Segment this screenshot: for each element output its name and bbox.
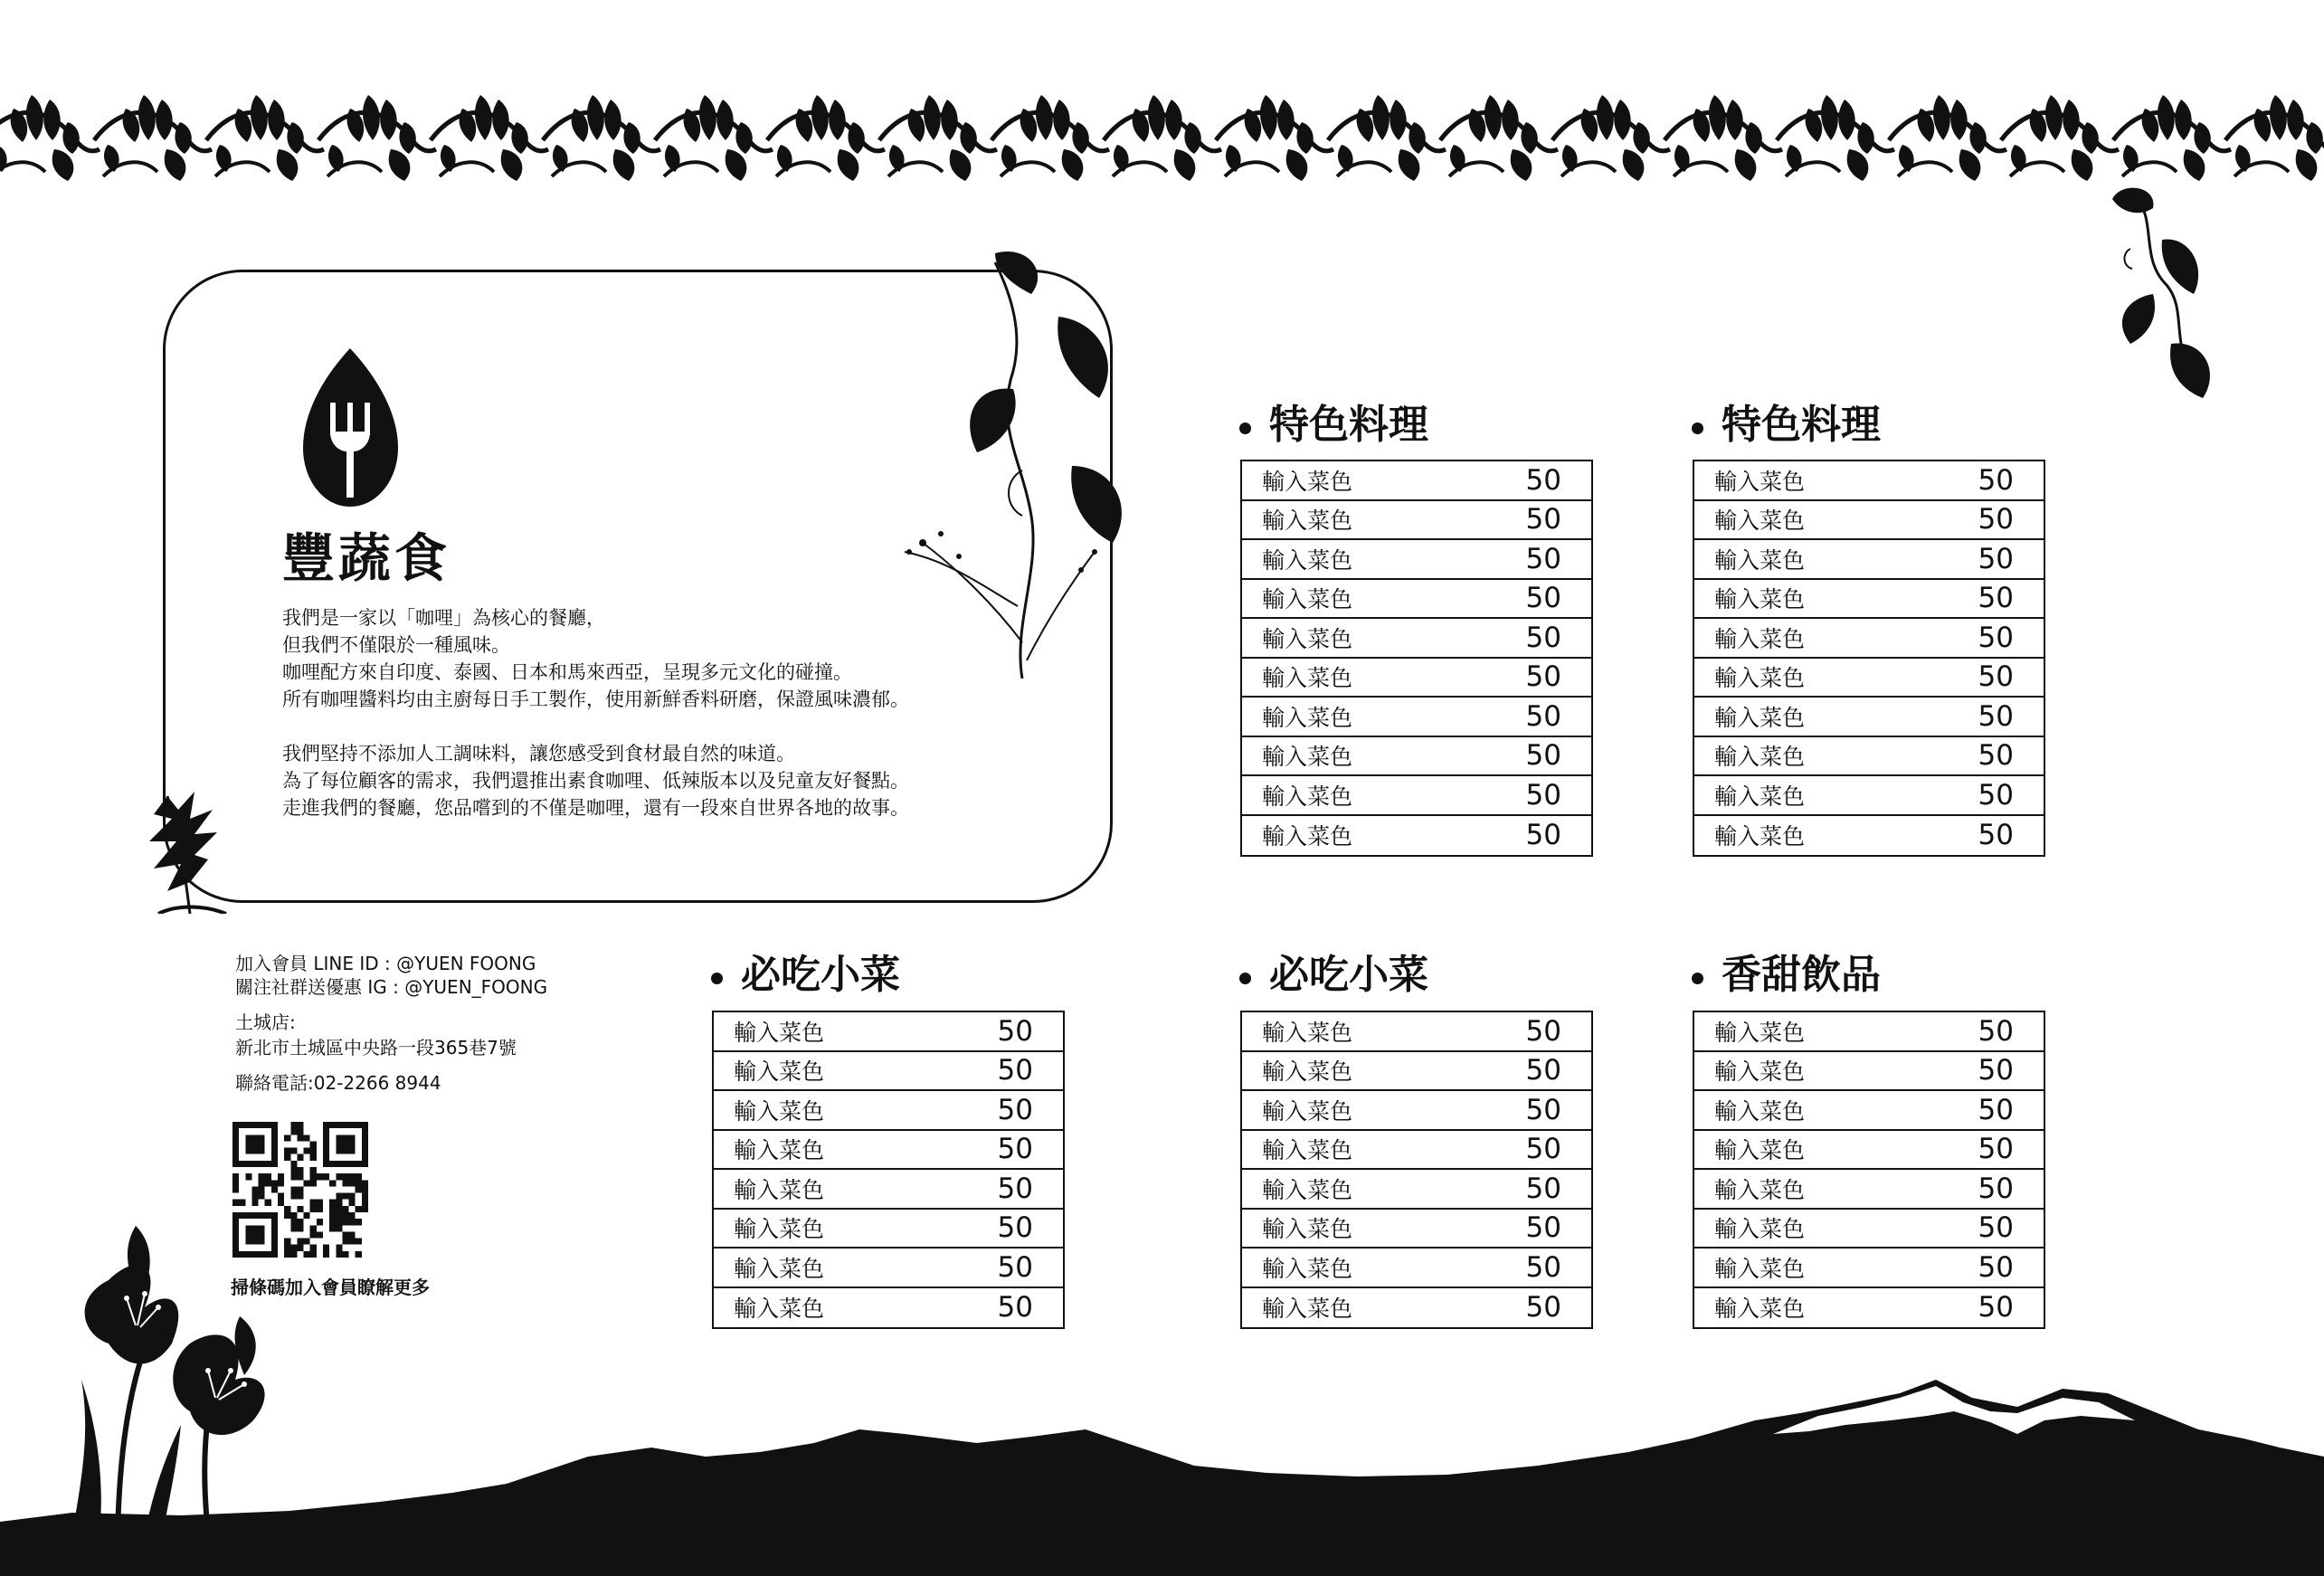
dish-price: 50 — [1978, 1093, 2014, 1126]
dish-price: 50 — [1525, 1172, 1561, 1205]
dish-price: 50 — [1525, 542, 1561, 575]
section-title — [1692, 398, 1881, 452]
dish-price: 50 — [997, 1093, 1033, 1126]
dish-name: 輸入菜色 — [734, 1059, 825, 1086]
dish-price: 50 — [1978, 621, 2014, 654]
intro-line: 所有咖哩醬料均由主廚每日手工製作，使用新鮮香料研磨，保證風味濃郁。 — [282, 688, 909, 710]
dish-name: 輸入菜色 — [1262, 823, 1353, 850]
dish-price: 50 — [1978, 778, 2014, 812]
dish-name: 輸入菜色 — [734, 1137, 825, 1164]
section-title-text: 必吃小菜 — [1269, 952, 1428, 998]
dish-price: 50 — [1525, 778, 1561, 812]
menu-row — [1242, 1052, 1591, 1092]
dish-name: 輸入菜色 — [1262, 1019, 1353, 1046]
menu-row — [1694, 501, 2044, 541]
menu-table — [1693, 460, 2045, 857]
intro-line: 我們堅持不添加人工調味料，讓您感受到食材最自然的味道。 — [282, 743, 795, 764]
menu-row — [1694, 816, 2044, 856]
dish-price: 50 — [997, 1133, 1033, 1166]
menu-row — [714, 1091, 1063, 1131]
menu-row — [1242, 540, 1591, 580]
dish-name: 輸入菜色 — [1262, 1216, 1353, 1243]
menu-row — [1242, 698, 1591, 737]
brand-name: 豐蔬食 — [282, 527, 451, 589]
dish-price: 50 — [997, 1054, 1033, 1087]
section-title — [1692, 948, 1881, 1002]
menu-row — [1694, 1288, 2044, 1328]
menu-row — [714, 1052, 1063, 1092]
dish-price: 50 — [1525, 1014, 1561, 1048]
bullet-icon — [1692, 422, 1703, 434]
bullet-icon — [711, 973, 723, 984]
dish-name: 輸入菜色 — [1262, 586, 1353, 613]
dish-name: 輸入菜色 — [1714, 665, 1806, 692]
dish-price: 50 — [1525, 1250, 1561, 1284]
leaf-vine-border — [0, 86, 2324, 190]
dish-name: 輸入菜色 — [734, 1176, 825, 1203]
dish-name: 輸入菜色 — [1714, 1059, 1806, 1086]
intro-line: 但我們不僅限於一種風味。 — [282, 634, 510, 656]
menu-row — [1694, 1052, 2044, 1092]
dish-price: 50 — [997, 1211, 1033, 1245]
menu-row — [1242, 1012, 1591, 1052]
dish-name: 輸入菜色 — [734, 1019, 825, 1046]
dish-price: 50 — [1978, 739, 2014, 773]
menu-row — [714, 1170, 1063, 1210]
dish-price: 50 — [1525, 1291, 1561, 1324]
dish-price: 50 — [1978, 1291, 2014, 1324]
menu-row — [1242, 1091, 1591, 1131]
menu-row — [1242, 501, 1591, 541]
intro-line: 走進我們的餐廳，您品嚐到的不僅是咖哩，還有一段來自世界各地的故事。 — [282, 797, 909, 819]
section-title-text: 必吃小菜 — [741, 952, 900, 998]
section-title — [1239, 948, 1428, 1002]
menu-table — [712, 1011, 1065, 1329]
intro-line: 我們是一家以「咖哩」為核心的餐廳， — [282, 607, 605, 629]
bullet-icon — [1692, 973, 1703, 984]
intro-line: 為了每位顧客的需求，我們還推出素食咖哩、低辣版本以及兒童友好餐點。 — [282, 770, 909, 792]
branch-name: 土城店: — [235, 1011, 296, 1033]
dish-price: 50 — [1525, 819, 1561, 852]
dish-name: 輸入菜色 — [1714, 704, 1806, 731]
dish-name: 輸入菜色 — [1714, 586, 1806, 613]
dish-name: 輸入菜色 — [734, 1097, 825, 1125]
dish-name: 輸入菜色 — [1714, 1097, 1806, 1125]
menu-row — [1242, 619, 1591, 659]
dish-name: 輸入菜色 — [1714, 625, 1806, 652]
dish-price: 50 — [1978, 1133, 2014, 1166]
dish-price: 50 — [1525, 1211, 1561, 1245]
dish-name: 輸入菜色 — [1714, 744, 1806, 771]
qr-caption: 掃條碼加入會員瞭解更多 — [231, 1277, 430, 1298]
dish-name: 輸入菜色 — [1262, 1097, 1353, 1125]
dish-name: 輸入菜色 — [1714, 1019, 1806, 1046]
menu-row — [1242, 1210, 1591, 1249]
dish-name: 輸入菜色 — [1262, 1296, 1353, 1323]
dish-price: 50 — [1978, 542, 2014, 575]
dish-name: 輸入菜色 — [1262, 704, 1353, 731]
dish-price: 50 — [1978, 699, 2014, 733]
menu-table — [1240, 1011, 1593, 1329]
menu-row — [1694, 1012, 2044, 1052]
menu-row — [714, 1248, 1063, 1288]
menu-row — [1694, 698, 2044, 737]
menu-row — [1242, 659, 1591, 698]
menu-row — [1242, 1170, 1591, 1210]
intro-line: 咖哩配方來自印度、泰國、日本和馬來西亞，呈現多元文化的碰撞。 — [282, 661, 852, 683]
dish-name: 輸入菜色 — [1714, 823, 1806, 850]
menu-row — [1694, 776, 2044, 816]
dish-price: 50 — [1525, 582, 1561, 615]
dish-price: 50 — [1978, 1250, 2014, 1284]
menu-table — [1693, 1011, 2045, 1329]
dish-price: 50 — [1978, 1211, 2014, 1245]
menu-row — [1694, 461, 2044, 501]
menu-row — [714, 1288, 1063, 1328]
dish-price: 50 — [997, 1014, 1033, 1048]
menu-row — [1694, 580, 2044, 620]
menu-row — [1694, 1210, 2044, 1249]
dish-name: 輸入菜色 — [1262, 1059, 1353, 1086]
dish-price: 50 — [1978, 582, 2014, 615]
dish-price: 50 — [1525, 660, 1561, 694]
menu-row — [1694, 659, 2044, 698]
address-text: 新北市土城區中央路一段365巷7號 — [235, 1037, 517, 1059]
menu-row — [1694, 619, 2044, 659]
instagram-text: 關注社群送優惠 IG : @YUEN_FOONG — [235, 976, 548, 998]
dish-name: 輸入菜色 — [1262, 1176, 1353, 1203]
menu-row — [1694, 737, 2044, 777]
dish-name: 輸入菜色 — [1714, 1255, 1806, 1282]
menu-row — [1242, 776, 1591, 816]
dish-name: 輸入菜色 — [1714, 1137, 1806, 1164]
dish-name: 輸入菜色 — [1262, 468, 1353, 495]
dish-name: 輸入菜色 — [1714, 1176, 1806, 1203]
line-id-text: 加入會員 LINE ID : @YUEN FOONG — [235, 953, 536, 974]
dish-price: 50 — [1525, 699, 1561, 733]
dish-price: 50 — [1525, 1093, 1561, 1126]
dish-name: 輸入菜色 — [1262, 625, 1353, 652]
menu-row — [1242, 580, 1591, 620]
menu-row — [1694, 1248, 2044, 1288]
menu-row — [714, 1131, 1063, 1171]
section-title-text: 特色料理 — [1722, 402, 1881, 448]
dish-name: 輸入菜色 — [734, 1216, 825, 1243]
menu-row — [1694, 540, 2044, 580]
menu-row — [1242, 1248, 1591, 1288]
menu-row — [1694, 1170, 2044, 1210]
dish-name: 輸入菜色 — [1262, 783, 1353, 810]
dish-price: 50 — [1978, 1172, 2014, 1205]
dish-price: 50 — [1978, 1054, 2014, 1087]
bullet-icon — [1239, 973, 1251, 984]
dish-price: 50 — [1525, 1133, 1561, 1166]
dish-price: 50 — [1978, 463, 2014, 497]
dish-name: 輸入菜色 — [1262, 665, 1353, 692]
section-title-text: 特色料理 — [1269, 402, 1428, 448]
dish-price: 50 — [1525, 739, 1561, 773]
dish-price: 50 — [1978, 660, 2014, 694]
dish-price: 50 — [1525, 503, 1561, 536]
dish-name: 輸入菜色 — [1714, 468, 1806, 495]
dish-name: 輸入菜色 — [1714, 783, 1806, 810]
phone-text: 聯絡電話:02-2266 8944 — [235, 1072, 441, 1094]
section-title-text: 香甜飲品 — [1722, 952, 1881, 998]
dish-name: 輸入菜色 — [1714, 1216, 1806, 1243]
corner-vine-illustration — [2103, 185, 2225, 403]
dish-name: 輸入菜色 — [734, 1255, 825, 1282]
dish-price: 50 — [997, 1172, 1033, 1205]
dish-name: 輸入菜色 — [1714, 508, 1806, 535]
fern-illustration — [140, 778, 240, 914]
bullet-icon — [1239, 422, 1251, 434]
dish-price: 50 — [1978, 819, 2014, 852]
dish-price: 50 — [1525, 463, 1561, 497]
dish-name: 輸入菜色 — [734, 1296, 825, 1323]
menu-row — [1242, 1131, 1591, 1171]
dish-price: 50 — [997, 1291, 1033, 1324]
menu-row — [714, 1012, 1063, 1052]
menu-row — [1242, 461, 1591, 501]
mountain-silhouette — [0, 1366, 2324, 1576]
leaf-fork-icon — [303, 348, 398, 507]
dish-name: 輸入菜色 — [1262, 546, 1353, 574]
menu-row — [1242, 1288, 1591, 1328]
menu-row — [1242, 816, 1591, 856]
dish-price: 50 — [997, 1250, 1033, 1284]
dish-price: 50 — [1978, 503, 2014, 536]
dish-name: 輸入菜色 — [1262, 1255, 1353, 1282]
section-title — [711, 948, 900, 1002]
menu-row — [714, 1210, 1063, 1249]
menu-row — [1694, 1131, 2044, 1171]
dish-price: 50 — [1978, 1014, 2014, 1048]
dish-price: 50 — [1525, 1054, 1561, 1087]
menu-row — [1242, 737, 1591, 777]
dish-price: 50 — [1525, 621, 1561, 654]
dish-name: 輸入菜色 — [1714, 546, 1806, 574]
dish-name: 輸入菜色 — [1262, 508, 1353, 535]
dish-name: 輸入菜色 — [1262, 1137, 1353, 1164]
vine-illustration — [887, 244, 1144, 697]
dish-name: 輸入菜色 — [1262, 744, 1353, 771]
section-title — [1239, 398, 1428, 452]
menu-table — [1240, 460, 1593, 857]
menu-row — [1694, 1091, 2044, 1131]
dish-name: 輸入菜色 — [1714, 1296, 1806, 1323]
